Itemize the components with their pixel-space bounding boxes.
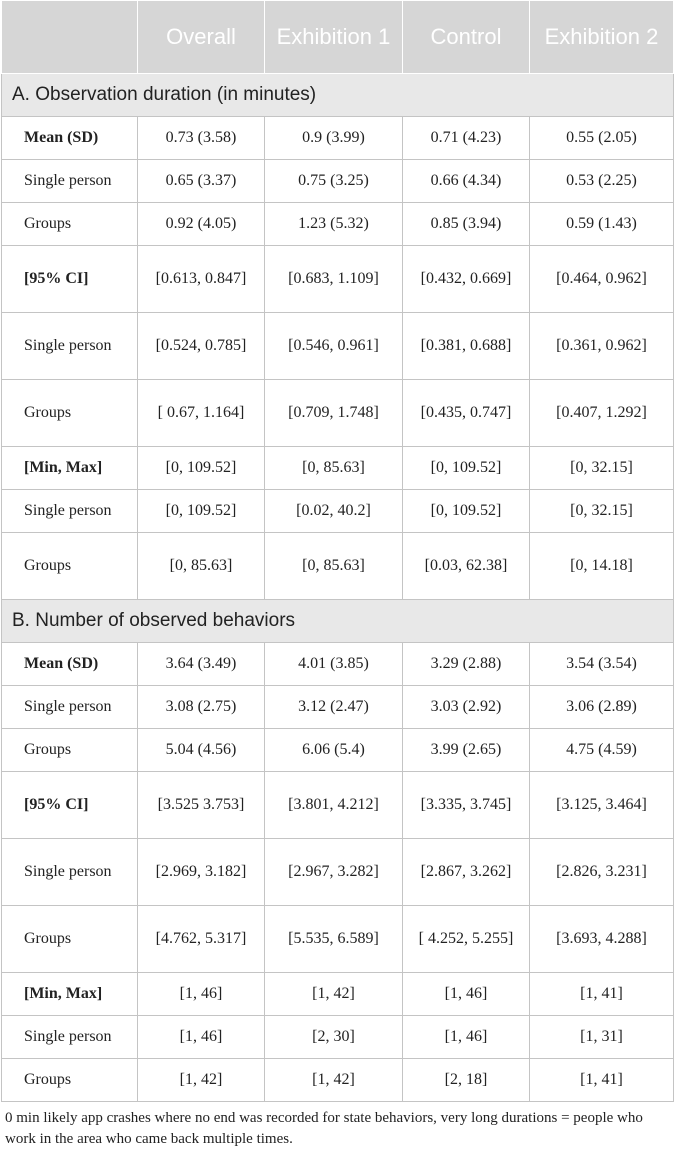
row-label: [Min, Max]	[2, 973, 138, 1016]
table-row	[2, 246, 674, 313]
table-row	[2, 447, 674, 490]
table-cell: [0.464, 0.962]	[530, 246, 674, 313]
header-corner	[2, 1, 138, 74]
table-row	[2, 313, 674, 380]
table-cell: 0.85 (3.94)	[403, 203, 530, 246]
row-label: Single person	[2, 686, 138, 729]
header-exhibition-2: Exhibition 2	[530, 1, 674, 74]
row-label: Groups	[2, 1059, 138, 1102]
table-row	[2, 533, 674, 600]
row-label: Groups	[2, 203, 138, 246]
table-row	[2, 1016, 674, 1059]
table-cell: 6.06 (5.4)	[265, 729, 403, 772]
row-label: Single person	[2, 313, 138, 380]
table-footnote: 0 min likely app crashes where no end was recorded for state behaviors, very long durations = people who work in the area who came back multiple times.	[5, 1110, 643, 1147]
table-cell: [2, 30]	[265, 1016, 403, 1059]
table-row	[2, 839, 674, 906]
table-row	[2, 1059, 674, 1102]
row-label: Groups	[2, 729, 138, 772]
table-cell: 3.29 (2.88)	[403, 643, 530, 686]
table-cell: 3.08 (2.75)	[138, 686, 265, 729]
row-label: Groups	[2, 533, 138, 600]
table-row	[2, 906, 674, 973]
row-label: Single person	[2, 839, 138, 906]
table-cell: 0.92 (4.05)	[138, 203, 265, 246]
table-cell: [0.407, 1.292]	[530, 380, 674, 447]
table-cell: [0, 109.52]	[403, 447, 530, 490]
table-cell: 0.9 (3.99)	[265, 117, 403, 160]
table-cell: 0.75 (3.25)	[265, 160, 403, 203]
table-row	[2, 160, 674, 203]
table-cell: [3.525 3.753]	[138, 772, 265, 839]
table-cell: [0, 14.18]	[530, 533, 674, 600]
table-cell: 0.73 (3.58)	[138, 117, 265, 160]
table-cell: 0.66 (4.34)	[403, 160, 530, 203]
table-cell: [0.432, 0.669]	[403, 246, 530, 313]
table-cell: [ 4.252, 5.255]	[403, 906, 530, 973]
table-cell: [1, 31]	[530, 1016, 674, 1059]
section-title: A. Observation duration (in minutes)	[2, 74, 674, 117]
section-header-row	[2, 600, 674, 643]
table-cell: [0.361, 0.962]	[530, 313, 674, 380]
header-row	[2, 1, 674, 74]
table-body	[2, 74, 674, 1102]
table-cell: 3.64 (3.49)	[138, 643, 265, 686]
table-cell: [2.967, 3.282]	[265, 839, 403, 906]
table-cell: [0.546, 0.961]	[265, 313, 403, 380]
table-cell: 0.53 (2.25)	[530, 160, 674, 203]
table-cell: [5.535, 6.589]	[265, 906, 403, 973]
table-row	[2, 686, 674, 729]
table-cell: [0.435, 0.747]	[403, 380, 530, 447]
table-cell: [0, 109.52]	[138, 490, 265, 533]
table-row	[2, 490, 674, 533]
table-cell: [0, 109.52]	[403, 490, 530, 533]
table-cell: 3.06 (2.89)	[530, 686, 674, 729]
table-cell: [1, 46]	[403, 973, 530, 1016]
table-cell: 0.59 (1.43)	[530, 203, 674, 246]
table-cell: [0, 85.63]	[265, 447, 403, 490]
table-cell: [1, 42]	[138, 1059, 265, 1102]
table-cell: [2.969, 3.182]	[138, 839, 265, 906]
row-label: Groups	[2, 906, 138, 973]
table-cell: [0.613, 0.847]	[138, 246, 265, 313]
row-label: [Min, Max]	[2, 447, 138, 490]
table-cell: 3.03 (2.92)	[403, 686, 530, 729]
section-header-row	[2, 74, 674, 117]
table-cell: [2.826, 3.231]	[530, 839, 674, 906]
table-cell: [1, 46]	[138, 973, 265, 1016]
table-cell: [2, 18]	[403, 1059, 530, 1102]
table-cell: [0.381, 0.688]	[403, 313, 530, 380]
table-cell: [3.693, 4.288]	[530, 906, 674, 973]
header-overall: Overall	[138, 1, 265, 74]
table-cell: [4.762, 5.317]	[138, 906, 265, 973]
table-cell: [0.02, 40.2]	[265, 490, 403, 533]
table-cell: [1, 46]	[403, 1016, 530, 1059]
table-row	[2, 380, 674, 447]
table-cell: [0.709, 1.748]	[265, 380, 403, 447]
table-row	[2, 643, 674, 686]
table-cell: [ 0.67, 1.164]	[138, 380, 265, 447]
row-label: Single person	[2, 490, 138, 533]
row-label: [95% CI]	[2, 772, 138, 839]
table-cell: [0, 32.15]	[530, 490, 674, 533]
table-cell: 1.23 (5.32)	[265, 203, 403, 246]
table-cell: 5.04 (4.56)	[138, 729, 265, 772]
table-cell: 0.55 (2.05)	[530, 117, 674, 160]
table-cell: [1, 42]	[265, 1059, 403, 1102]
table-cell: 3.12 (2.47)	[265, 686, 403, 729]
table-cell: [0.524, 0.785]	[138, 313, 265, 380]
table-cell: [3.125, 3.464]	[530, 772, 674, 839]
results-table	[1, 0, 674, 1102]
table-row	[2, 772, 674, 839]
header-exhibition-1: Exhibition 1	[265, 1, 403, 74]
table-cell: [3.801, 4.212]	[265, 772, 403, 839]
row-label: [95% CI]	[2, 246, 138, 313]
table-cell: [0.03, 62.38]	[403, 533, 530, 600]
row-label: Groups	[2, 380, 138, 447]
table-row	[2, 973, 674, 1016]
table-cell: [0.683, 1.109]	[265, 246, 403, 313]
table-cell: [1, 42]	[265, 973, 403, 1016]
table-cell: 3.54 (3.54)	[530, 643, 674, 686]
table-row	[2, 203, 674, 246]
table-cell: 0.65 (3.37)	[138, 160, 265, 203]
table-cell: 0.71 (4.23)	[403, 117, 530, 160]
table-cell: [1, 41]	[530, 973, 674, 1016]
table-cell: [0, 85.63]	[138, 533, 265, 600]
table-cell: 4.01 (3.85)	[265, 643, 403, 686]
table-row	[2, 729, 674, 772]
table-cell: [0, 32.15]	[530, 447, 674, 490]
table-cell: 3.99 (2.65)	[403, 729, 530, 772]
row-label: Mean (SD)	[2, 643, 138, 686]
table-cell: [1, 46]	[138, 1016, 265, 1059]
row-label: Single person	[2, 160, 138, 203]
header-control: Control	[403, 1, 530, 74]
table-cell: [1, 41]	[530, 1059, 674, 1102]
row-label: Single person	[2, 1016, 138, 1059]
table-row	[2, 117, 674, 160]
table-cell: [0, 109.52]	[138, 447, 265, 490]
table-cell: [0, 85.63]	[265, 533, 403, 600]
table-cell: 4.75 (4.59)	[530, 729, 674, 772]
table-cell: [2.867, 3.262]	[403, 839, 530, 906]
section-title: B. Number of observed behaviors	[2, 600, 674, 643]
row-label: Mean (SD)	[2, 117, 138, 160]
table-cell: [3.335, 3.745]	[403, 772, 530, 839]
